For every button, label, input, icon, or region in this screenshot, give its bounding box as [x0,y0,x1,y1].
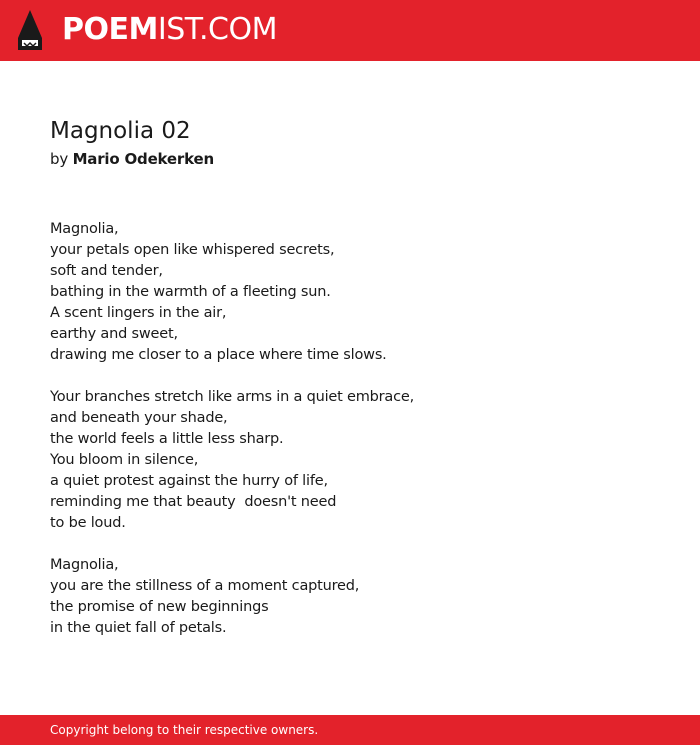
poem-line: A scent lingers in the air, [50,305,227,321]
pencil-tip-icon[interactable] [18,10,42,50]
poem-line: Your branches stretch like arms in a quiet embrace, [50,389,415,405]
poem-title: Magnolia 02 [50,118,191,144]
poem-body [50,219,414,660]
poem-line: and beneath your shade, [50,410,228,426]
logo-light-text: IST.COM [157,12,277,47]
poem-line: bathing in the warmth of a fleeting sun. [50,284,331,300]
poem-line: the promise of new beginnings [50,599,269,615]
site-logo[interactable] [62,12,277,48]
poem-line: Magnolia, [50,221,119,237]
copyright-text: Copyright belong to their respective owners. [50,723,319,737]
byline [50,149,214,169]
logo-bold-text: POEM [62,12,158,47]
by-label: by [50,150,68,168]
stanza-2 [50,387,414,534]
poem-line: Magnolia, [50,557,119,573]
poem-line: a quiet protest against the hurry of life, [50,473,328,489]
site-header [0,0,700,61]
poem-line: drawing me closer to a place where time slows. [50,347,387,363]
poem-line: reminding me that beauty doesn't need [50,494,337,510]
poem-line: You bloom in silence, [50,452,199,468]
poem-line: in the quiet fall of petals. [50,620,227,636]
stanza-3 [50,555,414,639]
poem-line: your petals open like whispered secrets, [50,242,335,258]
poem-line: earthy and sweet, [50,326,178,342]
poem-line: soft and tender, [50,263,163,279]
poem-line: the world feels a little less sharp. [50,431,284,447]
poem-line: you are the stillness of a moment captured, [50,578,360,594]
poem-line: to be loud. [50,515,126,531]
site-footer [0,715,700,745]
stanza-1 [50,219,414,366]
author-name: Mario Odekerken [72,150,214,168]
